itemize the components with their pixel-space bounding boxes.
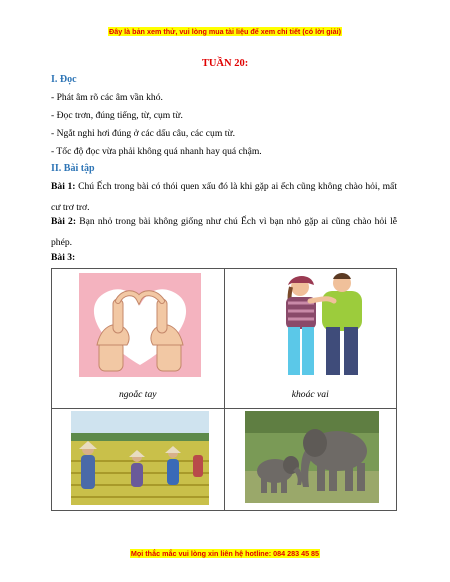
exercise-1-label: Bài 1: [51, 181, 76, 192]
section-heading-doc: I. Đọc [51, 74, 77, 85]
image-cell-arm-around-shoulder [224, 269, 397, 409]
exercise-3-label: Bài 3: [51, 252, 76, 263]
exercise-2-label: Bài 2: [51, 216, 77, 227]
doc-item-1: - Phát âm rõ các âm vần khó. [51, 92, 163, 103]
couple-arm-around-image [248, 271, 374, 377]
page-title: TUẦN 20: [201, 58, 249, 69]
exercise-2 [51, 211, 397, 253]
image-cell-pinky-promise [52, 269, 225, 409]
preview-banner-text: Đây là bản xem thử, vui lòng mua tài liệu để xem chi tiết (có lời giải) [109, 27, 341, 36]
exercise-2-text: Bạn nhỏ trong bài không giống như chú Ếch vì bạn nhỏ gặp ai cũng chào hỏi lễ phép. [51, 216, 397, 248]
section-heading-exercises: II. Bài tập [51, 163, 95, 174]
doc-item-2: - Đọc trơn, đúng tiếng, từ, cụm từ. [51, 110, 183, 121]
hotline-banner-text: Mọi thắc mắc vui lòng xin liên hệ hotline: 084 283 45 85 [130, 549, 320, 558]
elephants-image [245, 411, 379, 503]
pinky-promise-image [79, 273, 201, 377]
caption-pinky-promise: ngoắc tay [118, 389, 157, 400]
doc-item-3: - Ngắt nghỉ hơi đúng ở các dấu câu, các cụm từ. [51, 128, 235, 139]
rice-harvest-image [71, 411, 209, 505]
exercise-3-image-table [51, 268, 397, 511]
caption-arm-around: khoác vai [291, 389, 329, 400]
exercise-1-text: Chú Ếch trong bài có thói quen xấu đó là khi gặp ai ếch cũng không chào hỏi, mất cư trơ trơ. [51, 181, 397, 213]
image-cell-elephants [224, 409, 397, 511]
preview-banner [0, 27, 450, 36]
hotline-banner [0, 549, 450, 558]
doc-item-4: - Tốc độ đọc vừa phải không quá nhanh hay quá chậm. [51, 146, 262, 157]
image-cell-rice-harvest [52, 409, 225, 511]
